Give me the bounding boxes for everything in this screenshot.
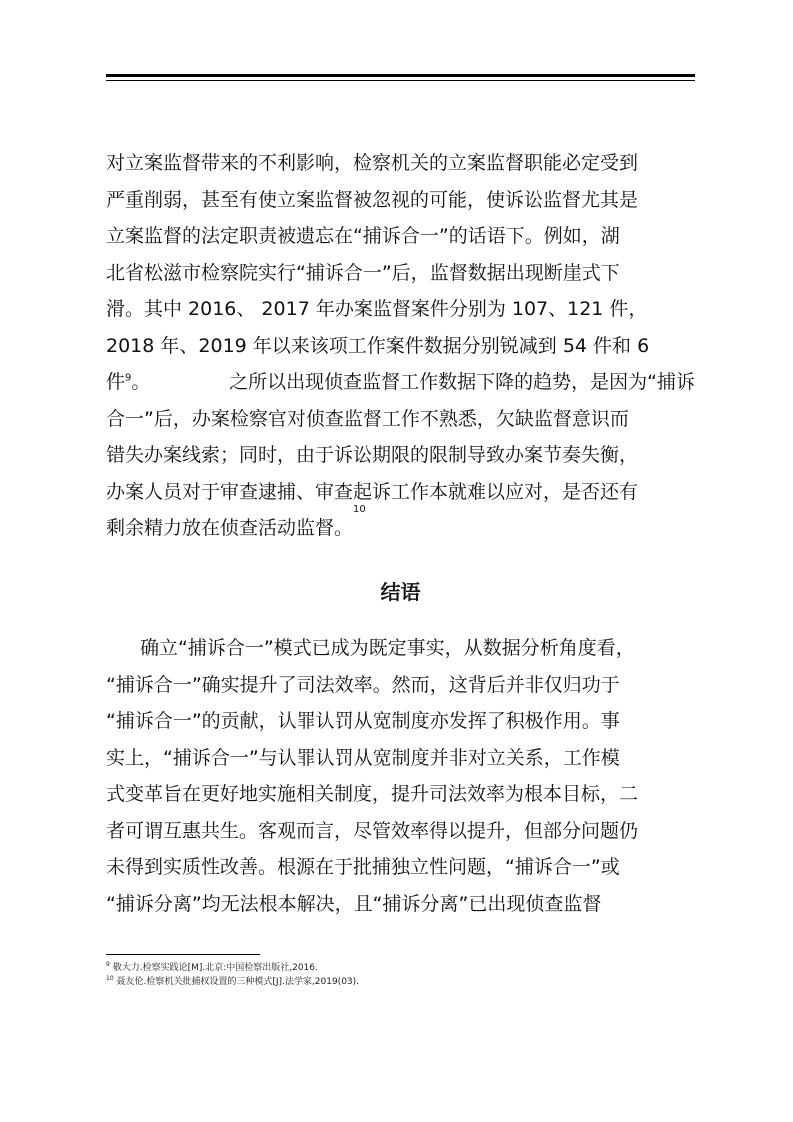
footnote-9 bbox=[106, 962, 318, 974]
paragraph-2 bbox=[106, 630, 695, 922]
text-line: 北省松滋市检察院实行“捕诉合一”后，监督数据出现断崖式下 bbox=[106, 261, 620, 284]
text-line: 对立案监督带来的不利影响，检察机关的立案监督职能必定受到 bbox=[106, 152, 639, 174]
text-line: 办案人员对于审查逮捕、审查起诉工作本就难以应对，是否还有 bbox=[106, 480, 639, 503]
text-line: 者可谓互惠共生。客观而言，尽管效率得以提升，但部分问题仍 bbox=[106, 819, 639, 842]
footnote-text: 聂友伦.检察机关批捕权设置的三种模式[J].法学家,2019(03). bbox=[116, 977, 360, 987]
text-fragment: 件 bbox=[106, 371, 126, 393]
text-line: 2018 年、2019 年以来该项工作案件数据分别锐减到 54 件和 6 bbox=[106, 334, 650, 357]
footnote-number: 9 bbox=[106, 961, 110, 968]
text-line: 实上，“捕诉合一”与认罪认罚从宽制度并非对立关系，工作模 bbox=[106, 746, 620, 769]
text-line: 严重削弱，甚至有使立案监督被忽视的可能，使诉讼监督尤其是 bbox=[106, 188, 639, 211]
footnote-separator bbox=[106, 954, 260, 955]
footnote-10 bbox=[106, 976, 359, 988]
header-rule-thin bbox=[106, 80, 695, 81]
text-fragment: 。 bbox=[131, 371, 151, 393]
text-line: 确立“捕诉合一”模式已成为既定事实，从数据分析角度看， bbox=[140, 637, 635, 659]
section-heading: 结语 bbox=[380, 580, 421, 604]
text-line: “捕诉分离”均无法根本解决，且“捕诉分离”已出现侦查监督 bbox=[106, 892, 602, 915]
text-line: “捕诉合一”的贡献，认罪认罚从宽制度亦发挥了积极作用。事 bbox=[106, 710, 620, 732]
text-line bbox=[106, 364, 695, 401]
text-line: 未得到实质性改善。根源在于批捕独立性问题，“捕诉合一”或 bbox=[106, 856, 620, 878]
text-fragment: 剩余精力放在侦查活动监督。 bbox=[106, 517, 354, 539]
footnote-ref-10[interactable]: 10 bbox=[353, 504, 366, 515]
footnote-text: 敬大力.检察实践论[M].北京:中国检察出版社,2016. bbox=[112, 963, 318, 973]
header-rule-thick bbox=[106, 74, 695, 77]
text-line: 错失办案线索；同时，由于诉讼期限的限制导致办案节奏失衡， bbox=[106, 444, 639, 466]
text-line: 式变革旨在更好地实施相关制度，提升司法效率为根本目标，二 bbox=[106, 783, 639, 805]
line-start bbox=[106, 364, 150, 401]
text-line bbox=[106, 504, 695, 547]
footnote-ref-9[interactable]: 9 bbox=[125, 372, 132, 384]
text-line: 滑。其中 2016、 2017 年办案监督案件分别为 107、121 件， bbox=[106, 298, 648, 320]
text-fragment: 之所以出现侦查监督工作数据下降的趋势，是因为“捕诉 bbox=[229, 371, 695, 393]
paragraph-1 bbox=[106, 145, 695, 547]
text-line: “捕诉合一”确实提升了司法效率。然而，这背后并非仅归功于 bbox=[106, 673, 620, 696]
footnote-number: 10 bbox=[106, 975, 114, 982]
text-line: 合一”后，办案检察官对侦查监督工作不熟悉，欠缺监督意识而 bbox=[106, 407, 629, 430]
text-line: 立案监督的法定职责被遗忘在“捕诉合一”的话语下。例如，湖 bbox=[106, 225, 620, 247]
